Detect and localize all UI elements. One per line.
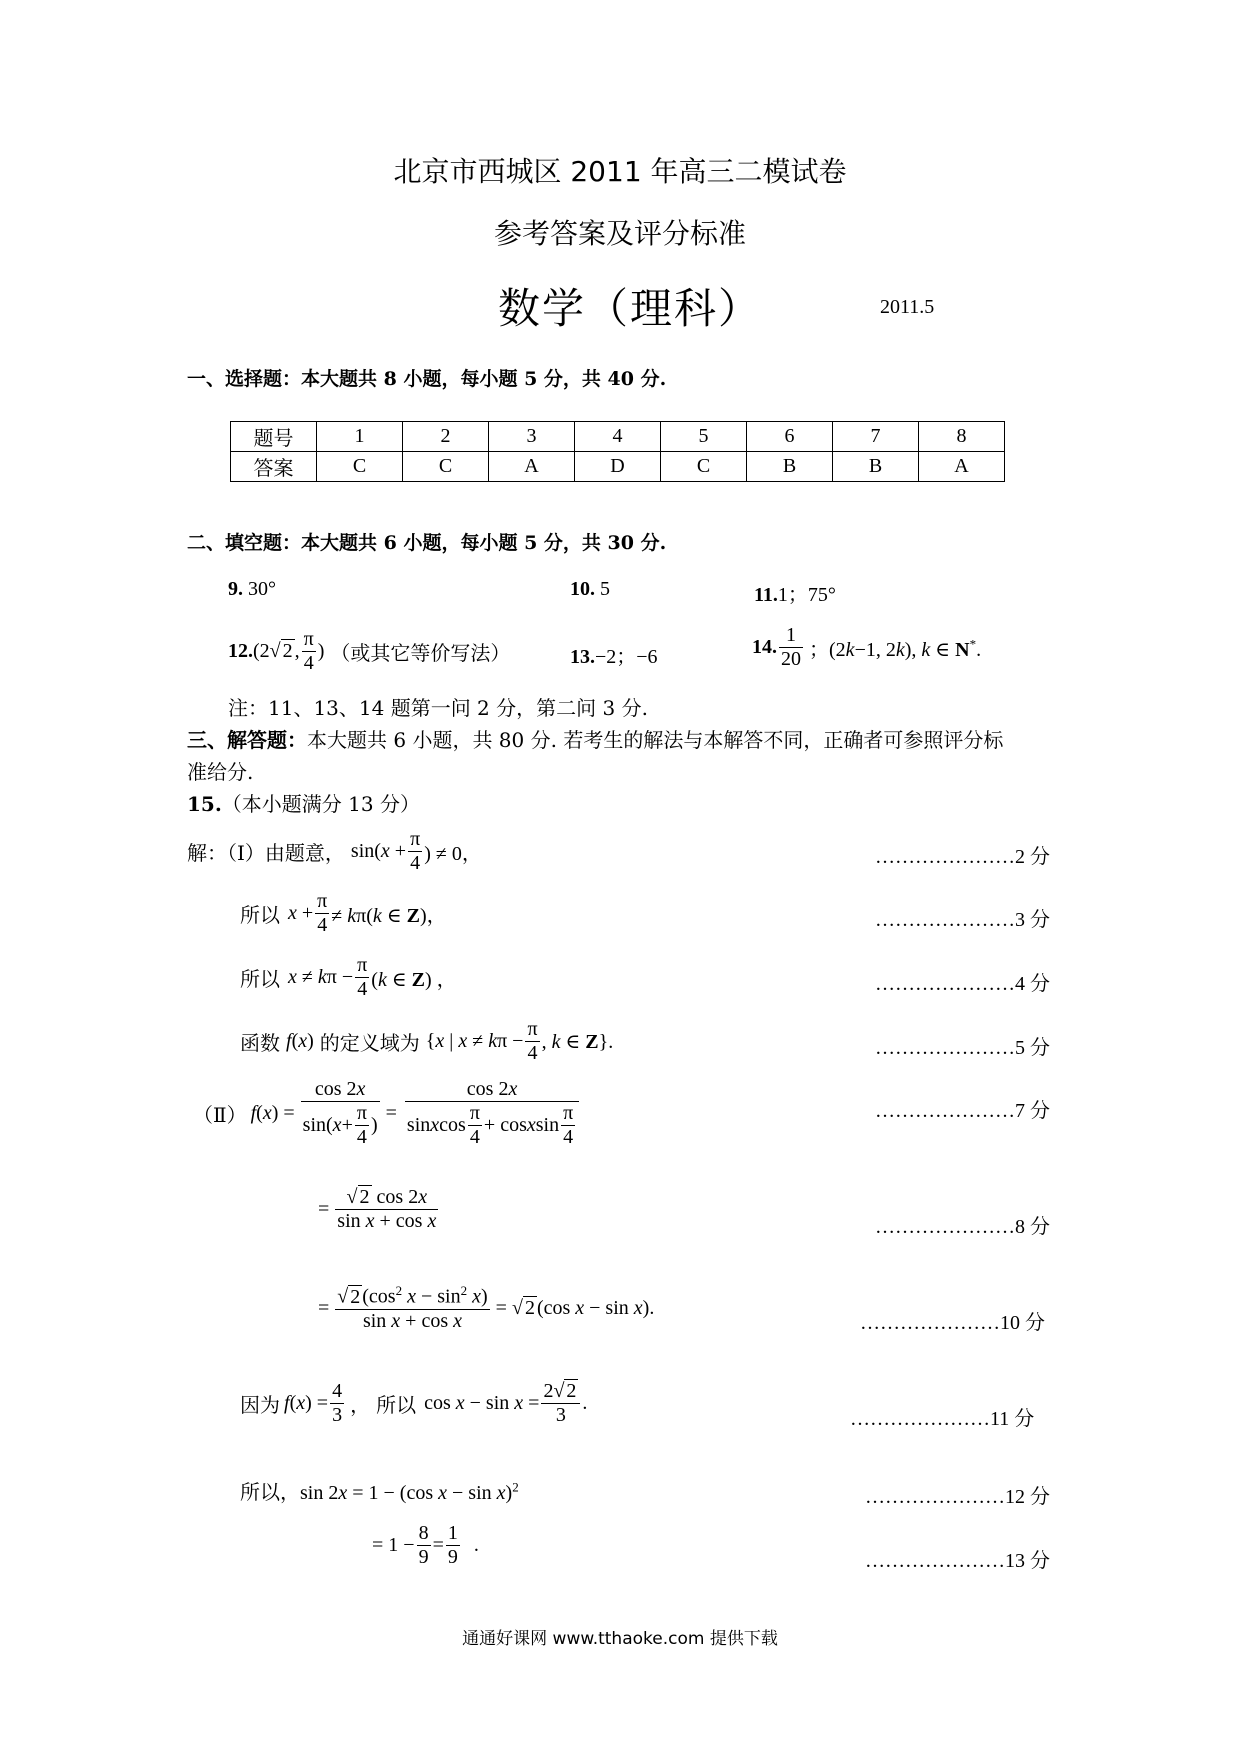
- formula: (k ∈ Z) ，: [371, 969, 457, 991]
- section3-heading-label: 三、解答题：: [187, 728, 307, 752]
- formula: sin 2x = 1 − (cos x − sin x)$^2$: [300, 1479, 519, 1504]
- formula: =: [318, 1198, 330, 1220]
- question-number: 11.: [754, 584, 778, 606]
- fraction: $\frac{4}{3}$: [332, 1380, 343, 1426]
- answer-table-answer-row: [231, 452, 1005, 482]
- answer-value: 30°: [248, 578, 276, 600]
- page-footer: 通通好课网 www.tthaoke.com 提供下载: [462, 1629, 778, 1649]
- answer-value: 5: [600, 578, 610, 600]
- formula: x ≠ kπ −: [288, 966, 354, 988]
- score-mark: …………………8 分: [875, 1216, 1050, 1238]
- formula: x +: [288, 902, 314, 924]
- solution-text: 所以，: [240, 1482, 300, 1504]
- fraction: $\frac{1}{20}$: [781, 624, 801, 670]
- answer-table-cell: B: [747, 452, 833, 482]
- score-mark: …………………3 分: [875, 909, 1050, 931]
- section3-heading-line2: 准给分.: [187, 760, 254, 784]
- answer-table-cell: C: [403, 452, 489, 482]
- answer-table-question-row: [231, 422, 1005, 452]
- answer-table-label: 答案: [231, 452, 317, 482]
- formula: .: [582, 1392, 588, 1414]
- answer-table-cell: 5: [661, 422, 747, 452]
- formula: = 1 −: [372, 1534, 415, 1556]
- solution-text: 解：（Ⅰ）由题意，: [187, 843, 345, 865]
- solution-text: ，: [350, 1395, 371, 1417]
- solution-line: [193, 1078, 581, 1149]
- question-number: 9.: [228, 578, 243, 600]
- fraction: $\frac{1}{9}$: [447, 1522, 458, 1568]
- answer-10: [570, 578, 610, 601]
- question-number: 12.: [228, 640, 253, 662]
- score-mark: …………………2 分: [875, 846, 1050, 868]
- answer-table-cell: 8: [919, 422, 1005, 452]
- score-mark: …………………5 分: [875, 1037, 1050, 1059]
- formula: , k ∈ Z}.: [541, 1031, 614, 1053]
- formula: =: [432, 1534, 444, 1556]
- solution-text: （Ⅱ）: [193, 1105, 247, 1127]
- score-mark: …………………12 分: [865, 1486, 1050, 1508]
- answer-table-cell: C: [317, 452, 403, 482]
- section2-note: 注：11、13、14 题第一问 2 分，第二问 3 分.: [228, 696, 648, 720]
- solution-line: [240, 1018, 613, 1065]
- answer-table-cell: C: [661, 452, 747, 482]
- answer-13: [570, 640, 658, 669]
- formula: f(x): [286, 1030, 314, 1052]
- solution-line: [240, 1380, 587, 1427]
- answer-9: [228, 578, 276, 601]
- formula: =: [318, 1296, 330, 1319]
- answer-value: −2；−6: [595, 646, 658, 668]
- answer-14: [752, 624, 981, 671]
- page-subtitle: 参考答案及评分标准: [493, 217, 746, 250]
- solution-line: [240, 954, 457, 1001]
- page-title: 北京市西城区 2011 年高三二模试卷: [393, 155, 847, 188]
- solution-text: 的定义域为: [319, 1033, 420, 1055]
- solution-line: [240, 890, 447, 937]
- question-number: 14.: [752, 636, 777, 658]
- answer-formula-close: ): [317, 640, 325, 662]
- fraction: $\frac{8}{9}$: [418, 1522, 429, 1568]
- formula: ) ≠ 0，: [424, 843, 482, 865]
- formula: f(x) =: [284, 1392, 329, 1414]
- formula: = √ 2 (cos x − sin x).: [495, 1296, 655, 1319]
- answer-table-cell: D: [575, 452, 661, 482]
- answer-table-cell: A: [919, 452, 1005, 482]
- solution-text: 所以: [240, 905, 280, 927]
- section2-heading: 二、填空题：本大题共 6 小题，每小题 5 分，共 30 分.: [187, 532, 667, 554]
- score-mark: …………………11 分: [850, 1408, 1035, 1430]
- answer-table-cell: A: [489, 452, 575, 482]
- fraction: $\frac{\pi}{4}$: [303, 628, 314, 674]
- fraction: $\frac{√ 2 \cos 2x}{\text{sin x + cos x}}$: [337, 1186, 437, 1232]
- section3-heading-text: 本大题共 6 小题，共 80 分. 若考生的解法与本解答不同，正确者可参照评分标: [307, 728, 1004, 752]
- answer-table-cell: 1: [317, 422, 403, 452]
- answer-table-cell: 3: [489, 422, 575, 452]
- fraction: cos 2x sin x cos $\frac{\pi}{4}$ + cos x sin $\frac{\pi}{4}$: [405, 1078, 579, 1149]
- formula: .: [473, 1534, 479, 1556]
- fraction: $\frac{\pi}{4}$: [410, 828, 421, 874]
- solution-line: [240, 1476, 519, 1505]
- fraction: cos 2x sin( x + $\frac{\pi}{4}$ ): [302, 1078, 378, 1148]
- solution-text: 函数: [240, 1033, 280, 1055]
- solution-text: 因为: [240, 1395, 280, 1417]
- fraction: $\frac{\pi}{4}$: [527, 1018, 538, 1064]
- solution-line: [372, 1522, 479, 1569]
- solution-line: [318, 1186, 440, 1233]
- exam-date: 2011.5: [880, 296, 935, 318]
- answer-formula: (2√ 2 ,: [253, 640, 300, 662]
- answer-table-cell: B: [833, 452, 919, 482]
- score-mark: …………………13 分: [865, 1550, 1050, 1572]
- answer-table-cell: 7: [833, 422, 919, 452]
- answer-table: [230, 421, 1005, 482]
- answer-table-label: 题号: [231, 422, 317, 452]
- answer-table-cell: 4: [575, 422, 661, 452]
- formula: sin(x +: [350, 840, 407, 862]
- formula: ≠ kπ(k ∈ Z)，: [331, 905, 447, 927]
- formula: cos x − sin x =: [424, 1392, 540, 1414]
- fraction: $\frac{√ 2 (\cos^2 x - \sin^2 x)}{\text{sin x + cos x}}$: [337, 1283, 488, 1332]
- answer-note: （或其它等价写法）: [330, 643, 511, 665]
- answer-table-cell: 6: [747, 422, 833, 452]
- formula: {x | x ≠ kπ −: [425, 1030, 524, 1052]
- fraction: $\frac{\pi}{4}$: [357, 954, 368, 1000]
- solution-text: 所以: [240, 969, 280, 991]
- question-title: （本小题满分 13 分）: [221, 792, 420, 816]
- question-number: 13.: [570, 646, 595, 668]
- question-number: 15.: [187, 792, 222, 816]
- solution-line: [187, 828, 482, 875]
- formula: f(x) =: [250, 1102, 295, 1124]
- question-number: 10.: [570, 578, 595, 600]
- answer-value: 1；75°: [777, 584, 836, 606]
- answer-table-cell: 2: [403, 422, 489, 452]
- section3-heading: [187, 724, 1003, 753]
- answer-11: [754, 578, 836, 607]
- fraction: $\frac{2√ 2}{3}$: [541, 1380, 580, 1427]
- section1-heading: 一、选择题：本大题共 8 小题，每小题 5 分，共 40 分.: [187, 368, 667, 390]
- question-15-header: [187, 788, 420, 817]
- solution-text: 所以: [376, 1395, 417, 1417]
- fraction: $\frac{\pi}{4}$: [317, 890, 328, 936]
- score-mark: …………………7 分: [875, 1100, 1050, 1122]
- solution-line: [318, 1284, 654, 1333]
- score-mark: …………………4 分: [875, 973, 1050, 995]
- answer-12: [228, 628, 510, 675]
- answer-formula: ；(2k−1, 2k), k ∈ N*.: [809, 636, 982, 661]
- formula: =: [385, 1102, 397, 1124]
- score-mark: …………………10 分: [860, 1312, 1045, 1334]
- subject-title: 数学（理科）: [498, 284, 763, 333]
